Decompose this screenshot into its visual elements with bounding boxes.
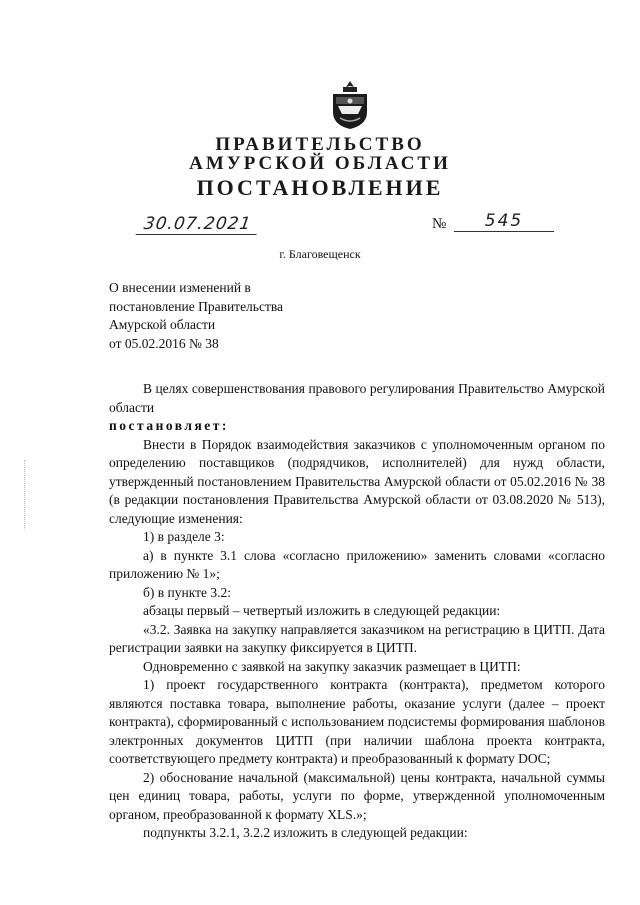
document-type-title: ПОСТАНОВЛЕНИЕ xyxy=(196,175,444,200)
body-paragraph: Внести в Порядок взаимодействия заказчиков с уполномоченным органом по определению поставщиков (подрядчиков, исполнителей) для нужд области, утвержденный постановлением Правительства Амурской области от 05.02.2016 № 38 (в редакции постановления Правительства Амурской области от 03.08.2020 № 513), следующие изменения: xyxy=(109,436,605,526)
document-body xyxy=(109,380,605,843)
city-name: г. Благовещенск xyxy=(279,247,361,261)
body-paragraph: 1) проект государственного контракта (контракта), предметом которого являются поставка товара, выполнение работы, оказание услуги (далее – проект контракта), сформированный с использованием подсистемы формирования шаблонов электронных документов ЦИТП (при наличии шаблона проекта контракта, соответствующего предмету контракта) и преобразованный к формату DOC; xyxy=(109,677,605,766)
body-paragraph: а) в пункте 3.1 слова «согласно приложению» заменить словами «согласно приложению № 1»; xyxy=(109,547,605,581)
body-paragraph: б) в пункте 3.2: xyxy=(143,584,231,600)
decree-word: постановляет: xyxy=(109,418,229,433)
document-subject xyxy=(109,279,283,353)
body-paragraph: 1) в разделе 3: xyxy=(143,529,225,544)
body-paragraph: абзацы первый – четвертый изложить в следующей редакции: xyxy=(143,603,501,618)
margin-mark xyxy=(24,460,26,530)
body-paragraph: 2) обоснование начальной (максимальной) цены контракта, начальной суммы цен единиц товара, работы, услуги по форме, утвержденной уполномоченным органом, преобразованной к формату XLS.»; xyxy=(109,769,605,822)
subject-line: постановление Правительства xyxy=(109,298,284,314)
coat-of-arms-icon xyxy=(328,80,372,130)
body-paragraph: «3.2. Заявка на закупку направляется заказчиком на регистрацию в ЦИТП. Дата регистрации заявки на закупку фиксируется в ЦИТП. xyxy=(109,621,605,655)
government-name-line2: АМУРСКОЙ ОБЛАСТИ xyxy=(189,153,451,174)
document-date: 30.07.2021 xyxy=(136,214,260,235)
number-label: № xyxy=(432,216,447,232)
intro-paragraph: В целях совершенствования правового регулирования Правительство Амурской области xyxy=(109,381,605,415)
body-paragraph: Одновременно с заявкой на закупку заказчик размещает в ЦИТП: xyxy=(143,658,521,674)
subject-line: О внесении изменений в xyxy=(109,280,251,295)
subject-line: Амурской области xyxy=(109,317,216,332)
document-number: 545 xyxy=(454,211,554,232)
body-paragraph: подпункты 3.2.1, 3.2.2 изложить в следующей редакции: xyxy=(143,825,468,840)
government-name-line1: ПРАВИТЕЛЬСТВО xyxy=(215,134,425,155)
subject-line: от 05.02.2016 № 38 xyxy=(109,335,219,351)
